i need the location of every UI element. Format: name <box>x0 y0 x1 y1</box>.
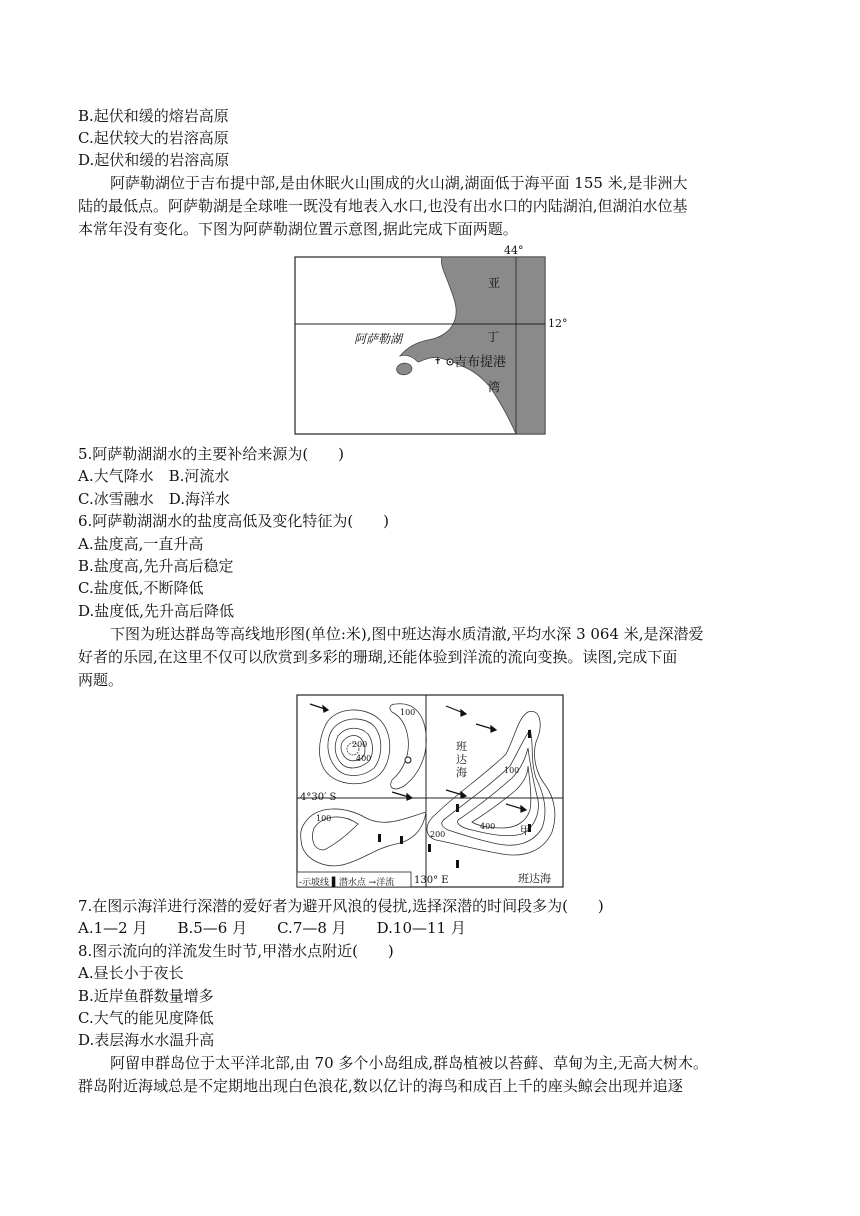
contour-label: 100 <box>504 766 520 775</box>
map-legend: -示坡线 ▌潜水点 →洋流 <box>299 878 395 888</box>
sea-label-top: 班达海 <box>456 740 467 779</box>
region-char-ya: 亚 <box>488 276 501 290</box>
q8-stem: 8.图示流向的洋流发生时节,甲潜水点附近( ) <box>78 942 394 960</box>
q8-option-a: A.昼长小于夜长 <box>78 964 184 982</box>
option-b-prev: B.起伏和缓的熔岩高原 <box>78 107 229 125</box>
passage2-line2: 好者的乐园,在这里不仅可以欣赏到多彩的珊瑚,还能体验到洋流的流向变换。读图,完成下面 <box>78 648 678 666</box>
q5-options-ab: A.大气降水 B.河流水 <box>78 467 230 485</box>
passage2-line3: 两题。 <box>78 671 124 689</box>
contour-label: 200 <box>352 740 368 749</box>
q5-options-cd: C.冰雪融水 D.海洋水 <box>78 490 230 508</box>
lat-label: 12° <box>548 317 568 330</box>
passage1-line3: 本常年没有变化。下图为阿萨勒湖位置示意图,据此完成下面两题。 <box>78 220 518 238</box>
q6-option-b: B.盐度高,先升高后稳定 <box>78 557 234 575</box>
contour-label: 400 <box>480 822 496 831</box>
option-d-prev: D.起伏和缓的岩溶高原 <box>78 151 230 169</box>
passage1-line2: 陆的最低点。阿萨勒湖是全球唯一既没有地表入水口,也没有出水口的内陆湖泊,但湖泊水位基 <box>78 197 688 215</box>
passage3-line1: 阿留申群岛位于太平洋北部,由 70 多个小岛组成,群岛植被以苔藓、草甸为主,无高大树木。 <box>110 1054 708 1072</box>
q8-option-c: C.大气的能见度降低 <box>78 1009 214 1027</box>
q6-option-a: A.盐度高,一直升高 <box>78 535 204 553</box>
region-char-wan: 湾 <box>488 380 501 394</box>
q5-stem: 5.阿萨勒湖湖水的主要补给来源为( ) <box>78 445 345 463</box>
banda-islands-map <box>296 694 566 890</box>
q8-option-b: B.近岸鱼群数量增多 <box>78 987 214 1005</box>
sea-label-bottom: 班达海 <box>518 872 551 885</box>
option-c-prev: C.起伏较大的岩溶高原 <box>78 129 229 147</box>
passage2-line1: 下图为班达群岛等高线地形图(单位:米),图中班达海水质清澈,平均水深 3 064 米,是深潜爱 <box>110 625 704 643</box>
assal-lake-map <box>294 244 568 436</box>
passage1-line1: 阿萨勒湖位于吉布提中部,是由休眠火山围成的火山湖,湖面低于海平面 155 米,是非洲大 <box>110 174 688 192</box>
contour-label: 400 <box>356 754 372 763</box>
region-char-ding: 丁 <box>487 330 500 344</box>
lon-label: 130° E <box>414 875 449 886</box>
q7-options: A.1—2 月 B.5—6 月 C.7—8 月 D.10—11 月 <box>78 919 466 937</box>
svg-text:✝: ✝ <box>434 357 442 367</box>
lon-label: 44° <box>504 244 524 257</box>
contour-label: 200 <box>430 830 446 839</box>
passage3-line2: 群岛附近海域总是不定期地出现白色浪花,数以亿计的海鸟和成百上千的座头鲸会出现并追逐 <box>78 1077 683 1095</box>
contour-label: 100 <box>400 708 416 717</box>
contour-label: 100 <box>316 814 332 823</box>
q6-option-d: D.盐度低,先升高后降低 <box>78 602 235 620</box>
lat-label: 4°30′ S <box>300 792 337 803</box>
q6-option-c: C.盐度低,不断降低 <box>78 579 204 597</box>
port-label: 吉布提港 <box>454 355 507 370</box>
q8-option-d: D.表层海水水温升高 <box>78 1031 215 1049</box>
q7-stem: 7.在图示海洋进行深潜的爱好者为避开风浪的侵扰,选择深潜的时间段多为( ) <box>78 897 604 915</box>
lake-label: 阿萨勒湖 <box>354 332 403 346</box>
q6-stem: 6.阿萨勒湖湖水的盐度高低及变化特征为( ) <box>78 512 390 530</box>
point-jia-label: 甲 <box>520 824 531 837</box>
